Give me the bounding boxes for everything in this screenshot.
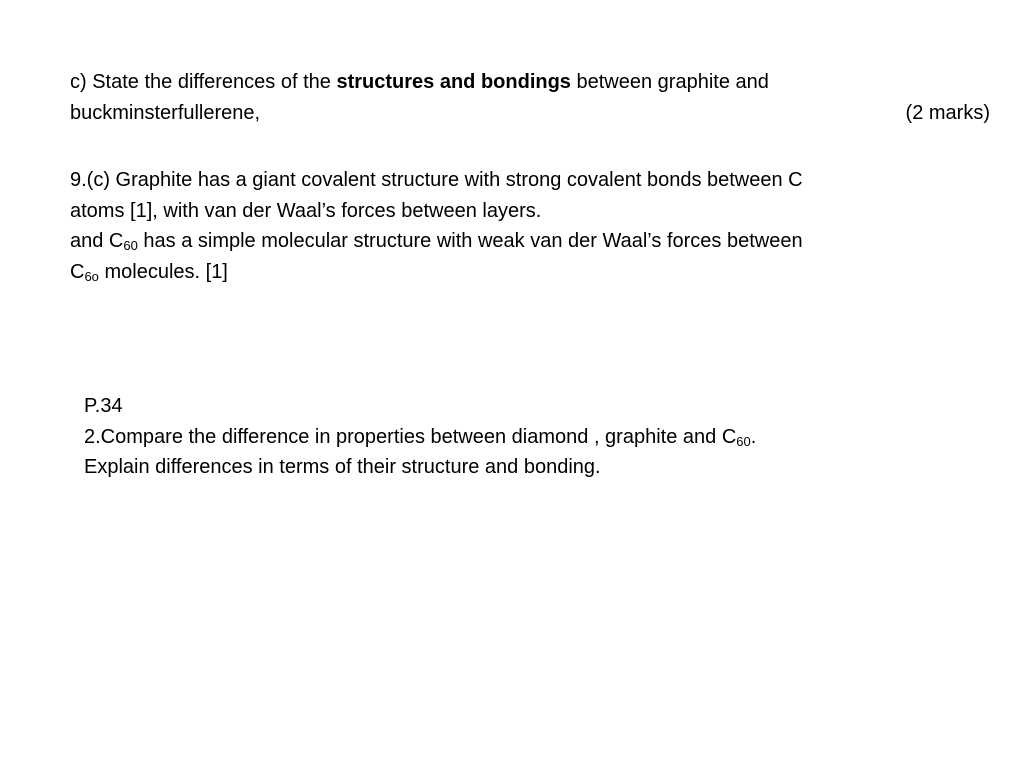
p34-line-2 [84,422,756,453]
question-bold-phrase: structures and bondings [336,71,571,93]
question-text-post: between graphite and [570,71,769,93]
answer-line-3-pre: and C [70,230,124,252]
answer-line-3 [70,226,803,257]
answer-line-3-post: has a simple molecular structure with weak van der Waal’s forces between [137,230,803,252]
p34-line-3: Explain differences in terms of their structure and bonding. [84,456,601,478]
question-line-2 [70,98,990,129]
p34-line-2-pre: 2.Compare the difference in properties between diamond , graphite and C [84,425,737,448]
p34-line-2-post: . [750,425,757,448]
answer-block [70,165,803,287]
question-line-1 [70,67,990,98]
answer-line-2: atoms [1], with van der Waal’s forces between layers. [70,199,542,222]
p34-line-2-sub: 60 [736,433,751,449]
question-text-pre: c) State the differences of the [70,71,337,93]
answer-line-4-post: molecules. [1] [98,260,228,283]
p34-block [84,391,756,483]
answer-line-4-sub: 6o [84,268,99,284]
answer-line-3-sub: 60 [123,238,138,253]
answer-line-4-pre: C [70,260,85,283]
question-marks: (2 marks) [905,101,990,124]
answer-line-1: 9.(c) Graphite has a giant covalent structure with strong covalent bonds between C [70,169,803,191]
page-reference: P.34 [84,395,123,417]
question-block [70,67,990,128]
answer-line-4 [70,257,803,288]
question-subject: buckminsterfullerene, [70,101,261,124]
